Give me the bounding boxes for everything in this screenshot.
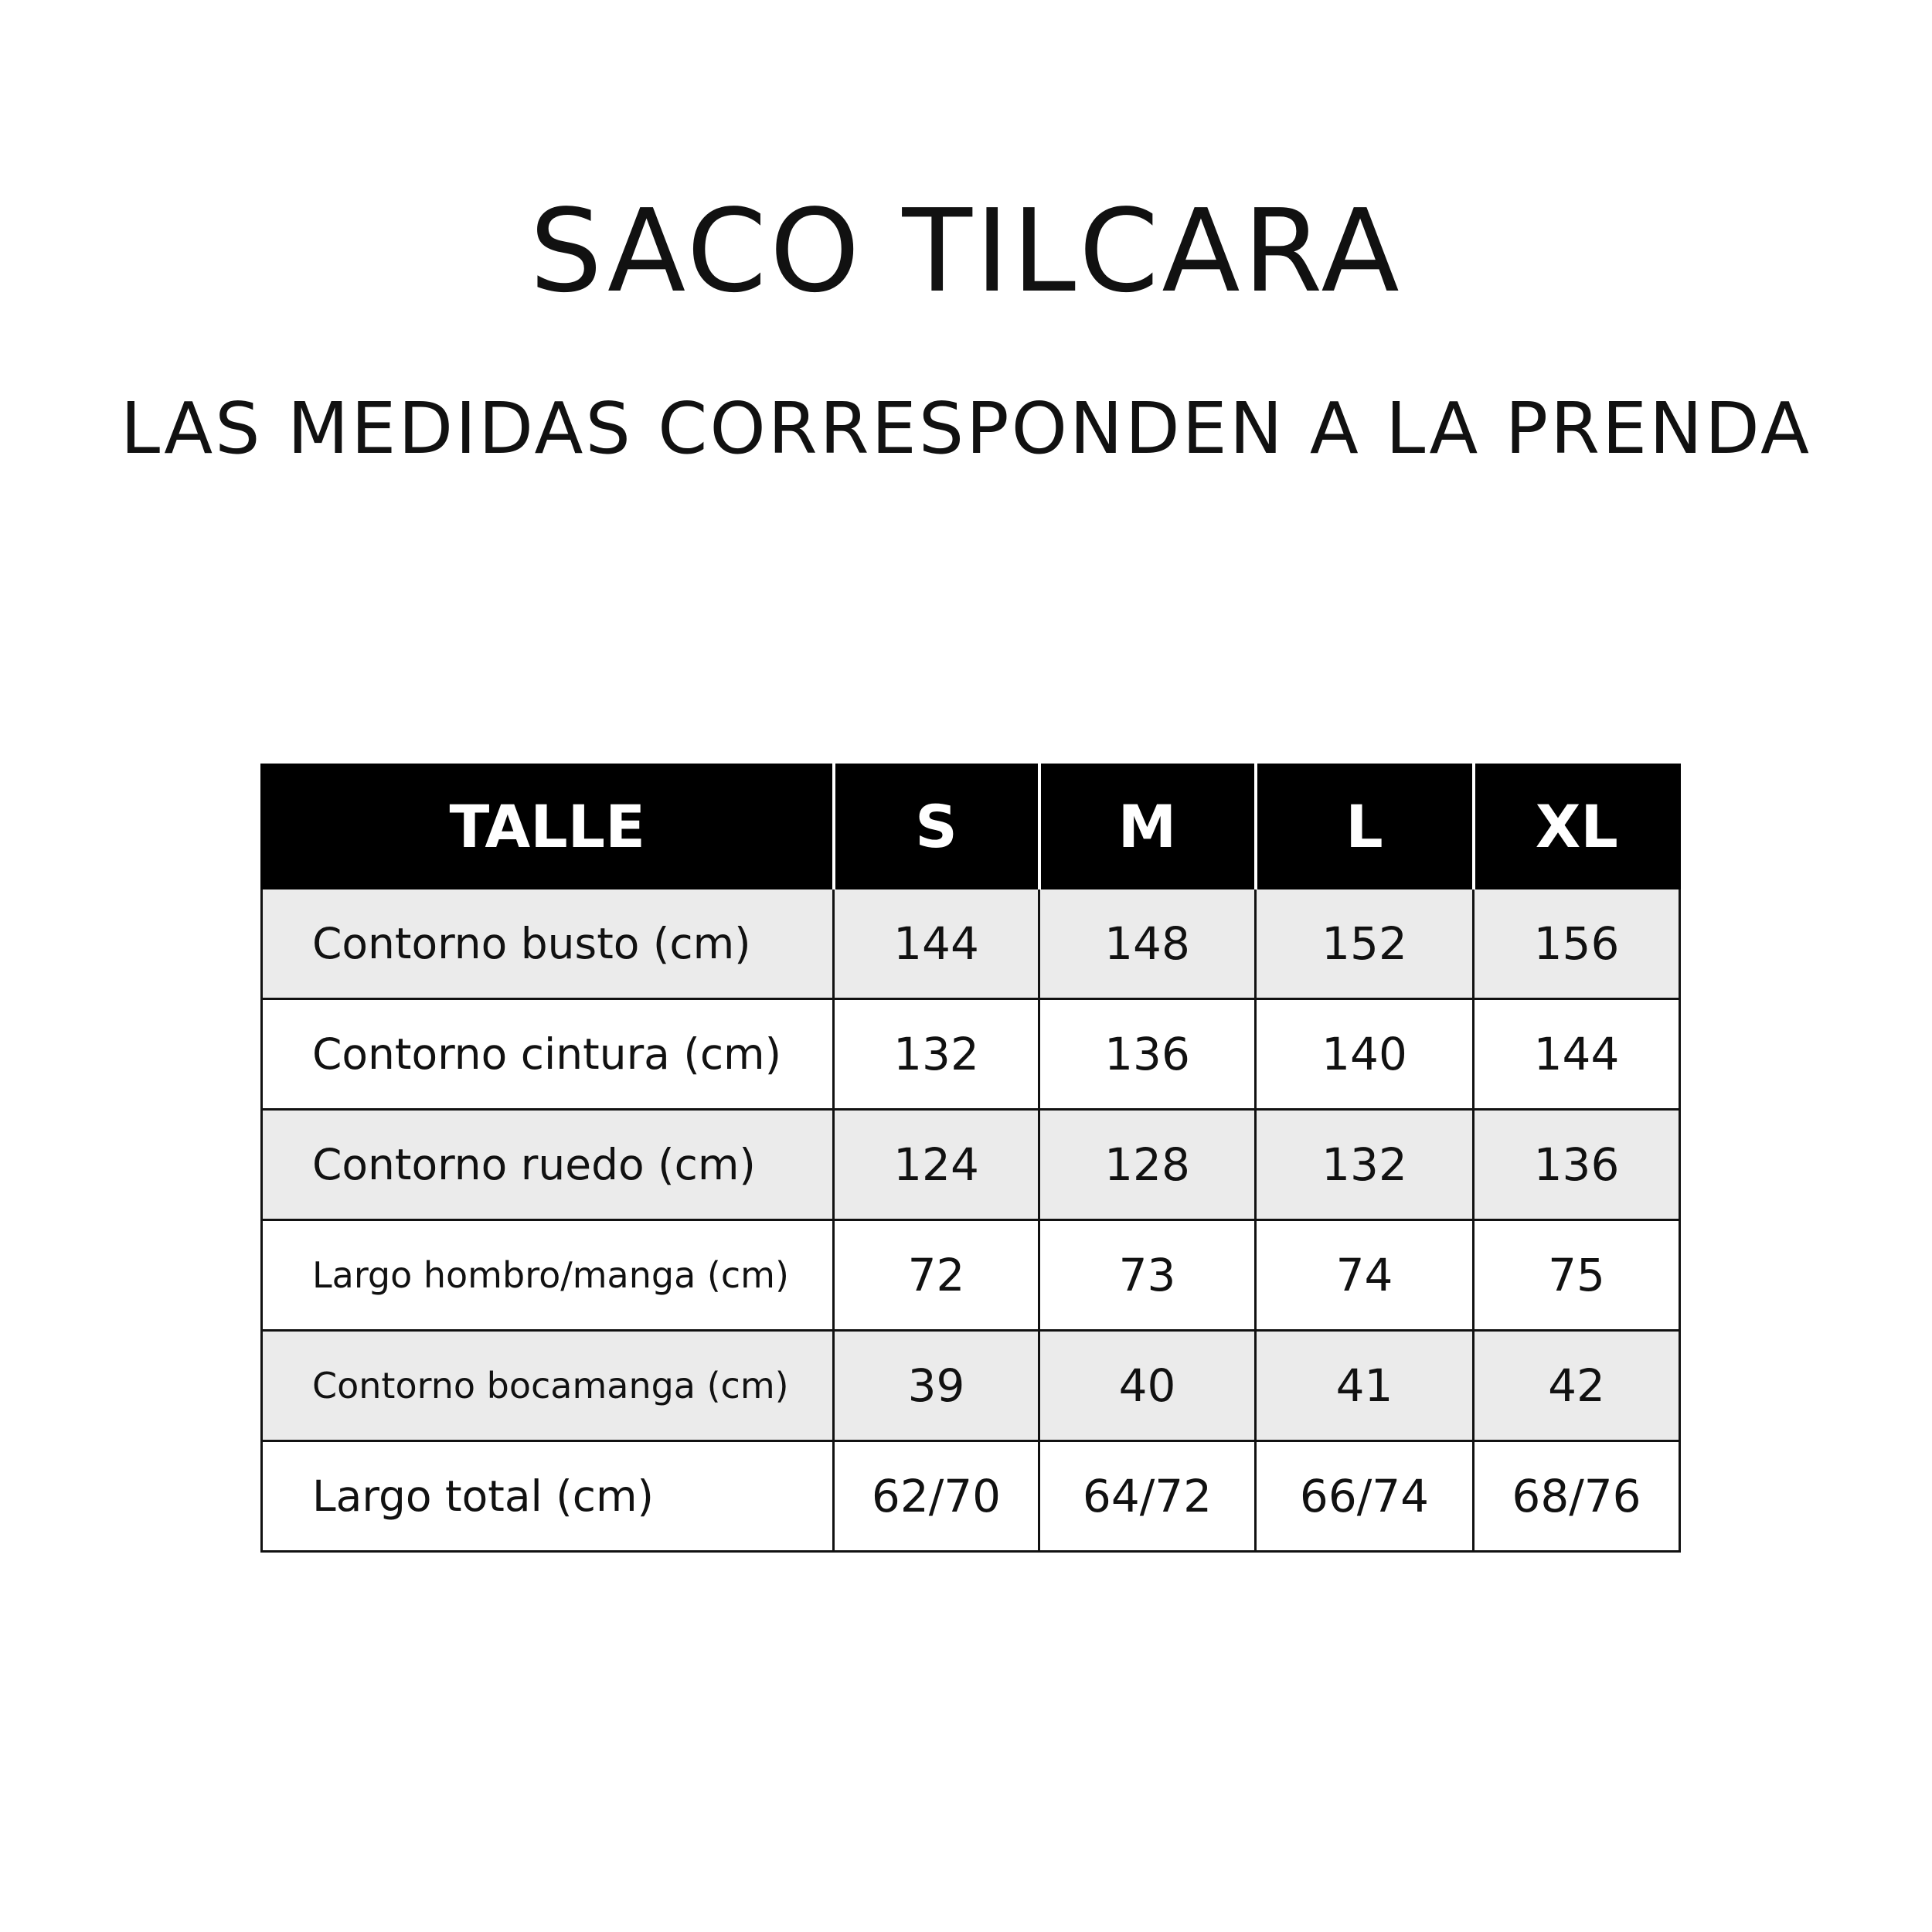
cell-l: 74 (1256, 1220, 1474, 1331)
cell-m: 64/72 (1039, 1441, 1256, 1552)
cell-l: 66/74 (1256, 1441, 1474, 1552)
cell-s: 132 (834, 999, 1039, 1110)
cell-l: 132 (1256, 1110, 1474, 1220)
cell-s: 39 (834, 1331, 1039, 1441)
cell-m: 148 (1039, 889, 1256, 999)
cell-xl: 144 (1474, 999, 1680, 1110)
cell-l: 152 (1256, 889, 1474, 999)
table-row (262, 1441, 1680, 1552)
cell-m: 128 (1039, 1110, 1256, 1220)
cell-s: 62/70 (834, 1441, 1039, 1552)
table-row (262, 1331, 1680, 1441)
cell-l: 140 (1256, 999, 1474, 1110)
page-subtitle: LAS MEDIDAS CORRESPONDEN A LA PRENDA (120, 387, 1812, 470)
row-label: Largo total (cm) (262, 1441, 834, 1552)
row-label: Contorno busto (cm) (262, 889, 834, 999)
row-label: Largo hombro/manga (cm) (262, 1220, 834, 1331)
cell-s: 72 (834, 1220, 1039, 1331)
cell-xl: 156 (1474, 889, 1680, 999)
header-size-xl: XL (1474, 765, 1680, 889)
cell-xl: 75 (1474, 1220, 1680, 1331)
header-size-l: L (1256, 765, 1474, 889)
cell-m: 40 (1039, 1331, 1256, 1441)
row-label: Contorno cintura (cm) (262, 999, 834, 1110)
table-row (262, 889, 1680, 999)
cell-xl: 42 (1474, 1331, 1680, 1441)
page-title: SACO TILCARA (529, 185, 1403, 318)
cell-m: 73 (1039, 1220, 1256, 1331)
cell-l: 41 (1256, 1331, 1474, 1441)
header-size-s: S (834, 765, 1039, 889)
header-talle: TALLE (262, 765, 834, 889)
cell-s: 124 (834, 1110, 1039, 1220)
row-label: Contorno bocamanga (cm) (262, 1331, 834, 1441)
cell-xl: 68/76 (1474, 1441, 1680, 1552)
size-chart-table (260, 764, 1681, 1553)
table-row (262, 1110, 1680, 1220)
table-row (262, 1220, 1680, 1331)
cell-xl: 136 (1474, 1110, 1680, 1220)
cell-s: 144 (834, 889, 1039, 999)
cell-m: 136 (1039, 999, 1256, 1110)
row-label: Contorno ruedo (cm) (262, 1110, 834, 1220)
table-header-row (262, 765, 1680, 889)
header-size-m: M (1039, 765, 1256, 889)
table-row (262, 999, 1680, 1110)
